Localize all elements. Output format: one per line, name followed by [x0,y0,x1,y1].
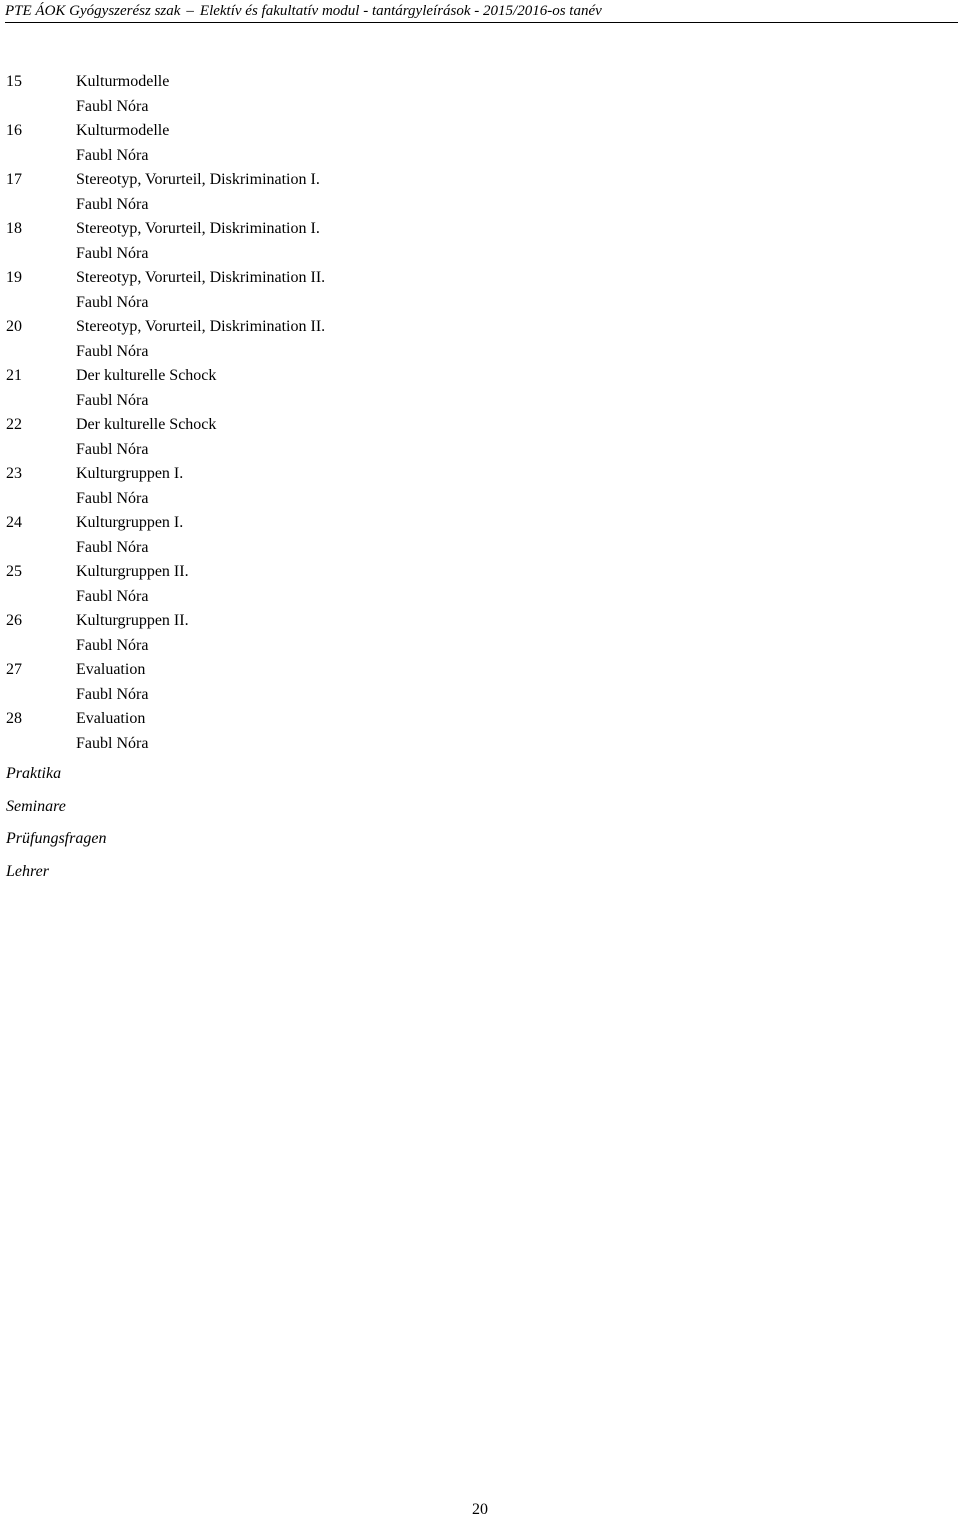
lesson-title: Kulturgruppen II. [76,563,189,580]
lesson-teacher: Faubl Nóra [76,489,149,507]
lesson-item [6,168,906,217]
lesson-teacher: Faubl Nóra [76,440,149,458]
lesson-number: 16 [6,122,22,139]
lesson-item [6,315,906,364]
lesson-item [6,609,906,658]
header-dash: – [186,3,194,19]
page-number: 20 [472,1501,488,1518]
lesson-number: 27 [6,661,22,678]
lesson-title: Evaluation [76,661,146,678]
lesson-item [6,658,906,707]
lesson-number: 20 [6,318,22,335]
lesson-number: 21 [6,367,22,384]
lesson-title: Stereotyp, Vorurteil, Diskrimination I. [76,171,320,188]
lehrer-heading: Lehrer [6,862,49,880]
lesson-item [6,70,906,119]
lesson-title: Der kulturelle Schock [76,367,217,384]
lesson-title: Stereotyp, Vorurteil, Diskrimination I. [76,220,320,237]
lesson-item [6,413,906,462]
lesson-title: Stereotyp, Vorurteil, Diskrimination II. [76,318,326,335]
lesson-item [6,119,906,168]
lesson-title: Kulturgruppen II. [76,612,189,629]
lesson-title: Der kulturelle Schock [76,416,217,433]
lesson-item [6,707,906,756]
lesson-teacher: Faubl Nóra [76,734,149,752]
lesson-number: 25 [6,563,22,580]
praktika-heading: Praktika [6,765,62,782]
seminare-heading: Seminare [6,797,66,815]
pruefungsfragen-heading: Prüfungsfragen [6,830,107,847]
lesson-number: 18 [6,220,22,237]
lesson-title: Stereotyp, Vorurteil, Diskrimination II. [76,269,326,286]
lesson-teacher: Faubl Nóra [76,97,149,115]
lesson-number: 24 [6,514,22,531]
lesson-teacher: Faubl Nóra [76,342,149,360]
lesson-number: 22 [6,416,22,433]
lesson-number: 26 [6,612,22,629]
header-course-name: PTE ÁOK Gyógyszerész szak [5,3,181,19]
lesson-title: Kulturgruppen I. [76,465,184,482]
lesson-number: 17 [6,171,22,188]
lesson-number: 15 [6,73,22,90]
lesson-list [6,70,906,756]
section-headings [6,760,106,890]
lesson-number: 28 [6,710,22,727]
lesson-teacher: Faubl Nóra [76,391,149,409]
lesson-teacher: Faubl Nóra [76,587,149,605]
lesson-teacher: Faubl Nóra [76,685,149,703]
lesson-teacher: Faubl Nóra [76,146,149,164]
lesson-item [6,560,906,609]
lesson-item [6,511,906,560]
page-header [5,0,958,23]
lesson-teacher: Faubl Nóra [76,636,149,654]
lesson-item [6,266,906,315]
lesson-title: Kulturmodelle [76,122,170,139]
lesson-item [6,217,906,266]
lesson-title: Kulturgruppen I. [76,514,184,531]
lesson-teacher: Faubl Nóra [76,195,149,213]
lesson-teacher: Faubl Nóra [76,538,149,556]
lesson-teacher: Faubl Nóra [76,244,149,262]
lesson-title: Kulturmodelle [76,73,170,90]
lesson-item [6,364,906,413]
lesson-teacher: Faubl Nóra [76,293,149,311]
header-module-name: Elektív és fakultatív modul - tantárgyleírások - 2015/2016-os tanév [199,3,602,19]
lesson-number: 19 [6,269,22,286]
lesson-number: 23 [6,465,22,482]
lesson-title: Evaluation [76,710,146,727]
lesson-item [6,462,906,511]
